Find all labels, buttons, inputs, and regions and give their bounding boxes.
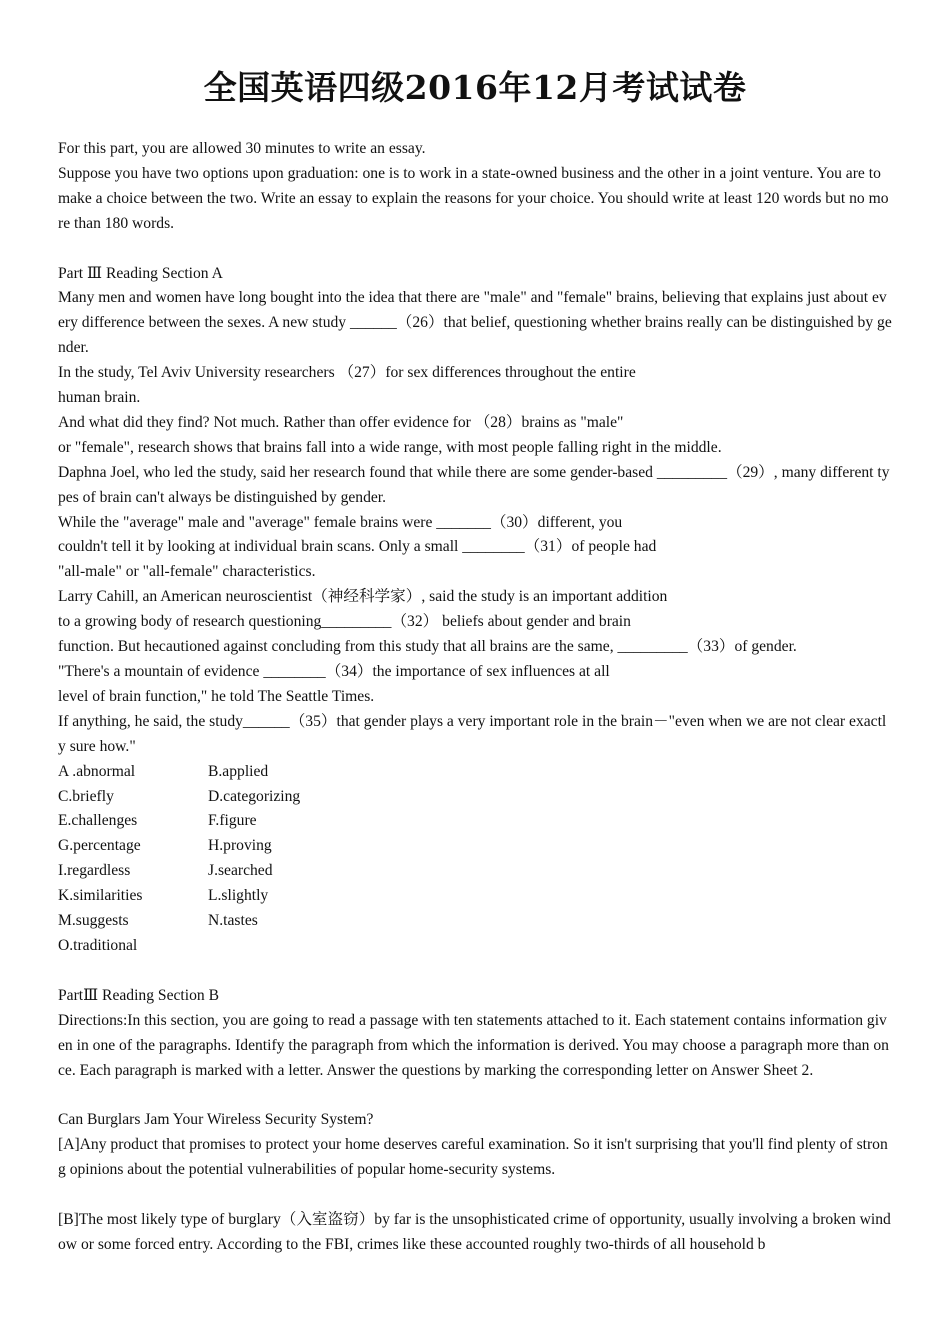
passage-line: function. But hecautioned against concluding from this study that all brains are the same, _________（33）of gender. — [58, 638, 797, 656]
word-bank-row — [58, 834, 892, 859]
option: K.similarities — [58, 887, 143, 905]
passage-line: And what did they find? Not much. Rather than offer evidence for （28）brains as "male" — [58, 413, 624, 431]
passage-line: If anything, he said, the study______（35）that gender plays a very important role in the brain－"even when we are not clear exactly sure how." — [58, 712, 887, 755]
passage-line: "all-male" or "all-female" characteristics. — [58, 563, 316, 581]
word-bank — [58, 760, 892, 959]
passage-line: human brain. — [58, 389, 141, 407]
option: M.suggests — [58, 912, 129, 930]
writing-prompt: Suppose you have two options upon graduation: one is to work in a state-owned business and the other in a joint venture. You are to make a choice between the two. Write an essay to explain the reasons for your choice. You should write at least 120 words but no more than 180 words. — [58, 164, 889, 232]
option: D.categorizing — [208, 787, 301, 805]
passage-title: Can Burglars Jam Your Wireless Security System? — [58, 1111, 374, 1129]
paragraph-b: [B]The most likely type of burglary（入室盗窃）by far is the unsophisticated crime of opportunity, usually involving a broken window or some forced entry. According to the FBI, crimes like these accounted roughly two-thirds of all household b — [58, 1210, 891, 1253]
passage-line: Many men and women have long bought into the idea that there are "male" and "female" brains, believing that explains just about every difference between the sexes. A new study ______（26）that belief, questioning whether brains really can be distinguished by gender. — [58, 289, 892, 357]
passage-line: While the "average" male and "average" female brains were _______（30）different, you — [58, 513, 623, 531]
option: I.regardless — [58, 862, 131, 880]
option: O.traditional — [58, 936, 138, 954]
passage-line: "There's a mountain of evidence ________（34）the importance of sex influences at all — [58, 663, 610, 681]
passage-line: or "female", research shows that brains fall into a wide range, with most people falling right in the middle. — [58, 438, 722, 456]
option: E.challenges — [58, 812, 138, 830]
paragraph-a: [A]Any product that promises to protect your home deserves careful examination. So it isn't surprising that you'll find plenty of strong opinions about the potential vulnerabilities of popular home-security systems. — [58, 1136, 888, 1179]
option: C.briefly — [58, 787, 114, 805]
word-bank-row — [58, 884, 892, 909]
word-bank-row — [58, 809, 892, 834]
option: J.searched — [208, 862, 273, 880]
option: L.slightly — [208, 887, 269, 905]
option: G.percentage — [58, 837, 141, 855]
page-title: 全国英语四级2016年12月考试试卷 — [203, 68, 747, 107]
option: A .abnormal — [58, 762, 136, 780]
passage-line: Larry Cahill, an American neuroscientist（神经科学家）, said the study is an important addition — [58, 588, 668, 606]
passage-line: to a growing body of research questioning_________（32） beliefs about gender and brain — [58, 613, 631, 631]
section-b-directions: Directions:In this section, you are going to read a passage with ten statements attached to it. Each statement contains information given in one of the paragraphs. Identify the paragraph from which the information is derived. You may choose a paragraph more than once. Each paragraph is marked with a letter. Answer the questions by marking the corresponding letter on Answer Sheet 2. — [58, 1011, 889, 1079]
passage-line: couldn't tell it by looking at individual brain scans. Only a small ________（31）of people had — [58, 538, 657, 556]
writing-instruction: For this part, you are allowed 30 minutes to write an essay. — [58, 140, 426, 157]
word-bank-row — [58, 859, 892, 884]
option: H.proving — [208, 837, 272, 855]
word-bank-row — [58, 760, 892, 785]
passage-line: In the study, Tel Aviv University researchers （27）for sex differences throughout the entire — [58, 364, 636, 382]
option: B.applied — [208, 762, 269, 780]
word-bank-row — [58, 934, 892, 959]
passage-line: Daphna Joel, who led the study, said her research found that while there are some gender-based _________（29）, many different types of brain can't always be distinguished by gender. — [58, 463, 890, 506]
word-bank-row — [58, 909, 892, 934]
section-a-heading: Part Ⅲ Reading Section A — [58, 264, 223, 282]
word-bank-row — [58, 785, 892, 810]
option: F.figure — [208, 812, 257, 830]
document-body — [58, 137, 892, 1258]
passage-line: level of brain function," he told The Seattle Times. — [58, 687, 375, 705]
section-b-heading: PartⅢ Reading Section B — [58, 986, 219, 1004]
option: N.tastes — [208, 912, 258, 930]
